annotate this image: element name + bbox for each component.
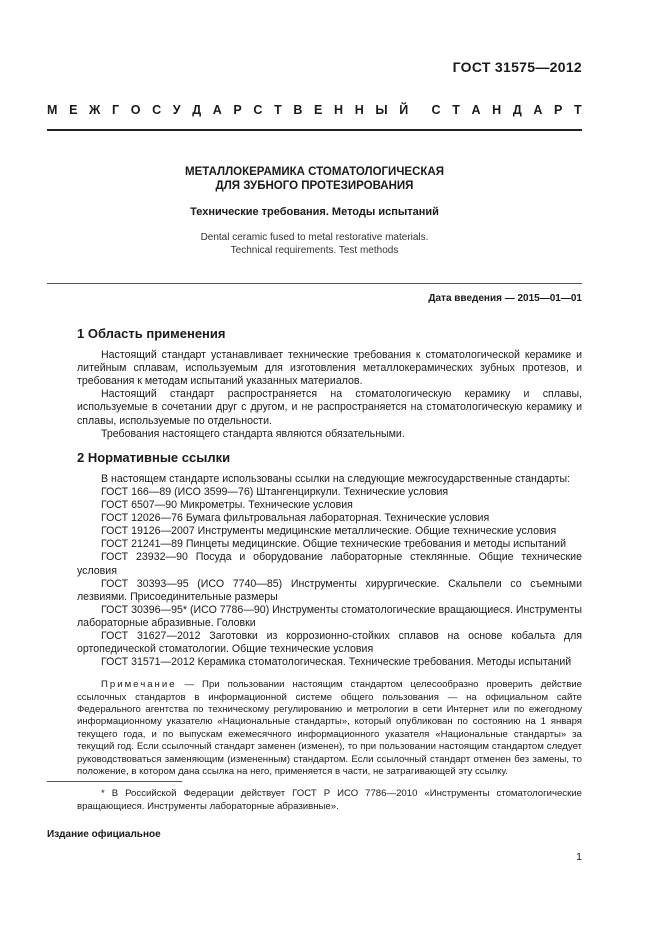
section-2-heading: 2 Нормативные ссылки [77, 449, 231, 465]
banner-letter: Ы [375, 103, 388, 117]
reference-item: ГОСТ 23932—90 Посуда и оборудование лабораторные стеклянные. Общие технические условия [77, 551, 582, 577]
section-1-paragraph: Требования настоящего стандарта являются обязательными. [101, 427, 405, 440]
banner-letter: М [47, 103, 58, 117]
interstate-standard-banner [47, 103, 582, 117]
footnote [77, 787, 582, 813]
reference-item: ГОСТ 30393—95 (ИСО 7740—85) Инструменты хирургические. Скальпели со съемными лезвиями. Присоединительные размеры [77, 577, 582, 603]
banner-letter: Т [452, 103, 460, 117]
banner-letter: Т [274, 103, 282, 117]
banner-letter: О [130, 103, 141, 117]
banner-letter: С [253, 103, 263, 117]
banner-letter: А [533, 103, 543, 117]
banner-letter: Е [314, 103, 323, 117]
banner-letter: Н [492, 103, 502, 117]
title-line-2: ДЛЯ ЗУБНОГО ПРОТЕЗИРОВАНИЯ [215, 180, 414, 192]
english-title [47, 231, 582, 257]
reference-item: ГОСТ 19126—2007 Инструменты медицинские металлические. Общие технические условия [101, 525, 557, 538]
banner-letter: У [172, 103, 181, 117]
banner-letter: Р [554, 103, 563, 117]
reference-item: ГОСТ 6507—90 Микрометры. Технические условия [101, 499, 353, 512]
section-2-intro: В настоящем стандарте использованы ссылки на следующие межгосударственные стандарты: [101, 472, 571, 485]
document-subtitle: Технические требования. Методы испытаний [190, 206, 439, 218]
introduction-date: Дата введения — 2015—01—01 [428, 293, 582, 304]
section-1-paragraph: Настоящий стандарт устанавливает технические требования к стоматологической керамике и литейным сплавам, используемым для изготовления металлокерамических зубных протезов, и требования к методам испытаний указанных материалов. [77, 349, 582, 388]
note-text: — При пользовании настоящим стандартом целесообразно проверить действие ссылочных стандартов в информационной системе общего пользования — на официальном сайте Федерального агентства по техническому регулированию и метрологии в сети Интернет или по ежегодному информационному указателю «Национальные стандарты», который опубликован по состоянию на 1 января текущего года, и по выпускам ежемесячного информационного указателя «Национальные стандарты» за текущий год. Если ссылочный стандарт заменен (изменен), то при пользовании настоящим стандартом следует руководствоваться заменяющим (измененным) стандартом. Если ссылочный стандарт отменен без замены, то положение, в котором дана ссылка на него, применяется в части, не затрагивающей эту ссылку. [77, 679, 582, 778]
title-line-1: МЕТАЛЛОКЕРАМИКА СТОМАТОЛОГИЧЕСКАЯ [185, 166, 444, 178]
banner-letter: С [431, 103, 441, 117]
reference-item: ГОСТ 30396—95* (ИСО 7786—90) Инструменты стоматологические вращающиеся. Инструменты лабораторные абразивные. Головки [77, 603, 582, 629]
footnote-rule [47, 781, 182, 782]
reference-item: ГОСТ 166—89 (ИСО 3599—76) Штангенциркули. Технические условия [101, 485, 449, 498]
banner-letter: Д [512, 103, 522, 117]
note-label: Примечание [101, 679, 177, 691]
page-number: 1 [576, 851, 582, 863]
english-title-line-1: Dental ceramic fused to metal restorative materials. [200, 232, 429, 243]
reference-item: ГОСТ 31627—2012 Заготовки из коррозионно-стойких сплавов на основе кобальта для ортопедической стоматологии. Общие технические условия [77, 629, 582, 656]
banner-letter: Г [112, 103, 120, 117]
english-title-line-2: Technical requirements. Test methods [230, 245, 399, 256]
note-paragraph [77, 679, 582, 778]
section-1-paragraph: Настоящий стандарт распространяется на стоматологическую керамику и сплавы, используемые в сочетании друг с другом, и не распространяется на стоматологическую керамику и сплавы, используемые по отдельности. [77, 388, 582, 427]
banner-letter: Т [574, 103, 582, 117]
banner-letter: А [471, 103, 481, 117]
banner-letter: Р [233, 103, 242, 117]
reference-list [77, 486, 582, 669]
banner-letter: Н [354, 103, 364, 117]
banner-letter: Н [334, 103, 344, 117]
section-1-heading: 1 Область применения [77, 326, 226, 341]
banner-letter: Д [192, 103, 202, 117]
footnote-text: * В Российской Федерации действует ГОСТ Р ИСО 7786—2010 «Инструменты стоматологические вращающиеся. Инструменты лабораторные абразивные». [77, 788, 582, 812]
reference-item: ГОСТ 21241—89 Пинцеты медицинские. Общие технические требования и методы испытаний [101, 538, 567, 551]
banner-letter: Ж [89, 103, 101, 117]
banner-letter: С [152, 103, 162, 117]
banner-letter: В [293, 103, 303, 117]
banner-letter: Й [399, 103, 409, 117]
title-rule [47, 283, 582, 284]
reference-item: ГОСТ 31571—2012 Керамика стоматологическая. Технические требования. Методы испытаний [101, 656, 572, 669]
header-rule [47, 129, 582, 131]
document-code: ГОСТ 31575—2012 [452, 59, 582, 75]
document-title [47, 165, 582, 193]
document-body [77, 323, 582, 779]
banner-letter: Е [69, 103, 78, 117]
reference-item: ГОСТ 12026—76 Бумага фильтровальная лабораторная. Технические условия [101, 512, 490, 525]
official-edition-label: Издание официальное [47, 829, 161, 840]
banner-letter: А [212, 103, 222, 117]
